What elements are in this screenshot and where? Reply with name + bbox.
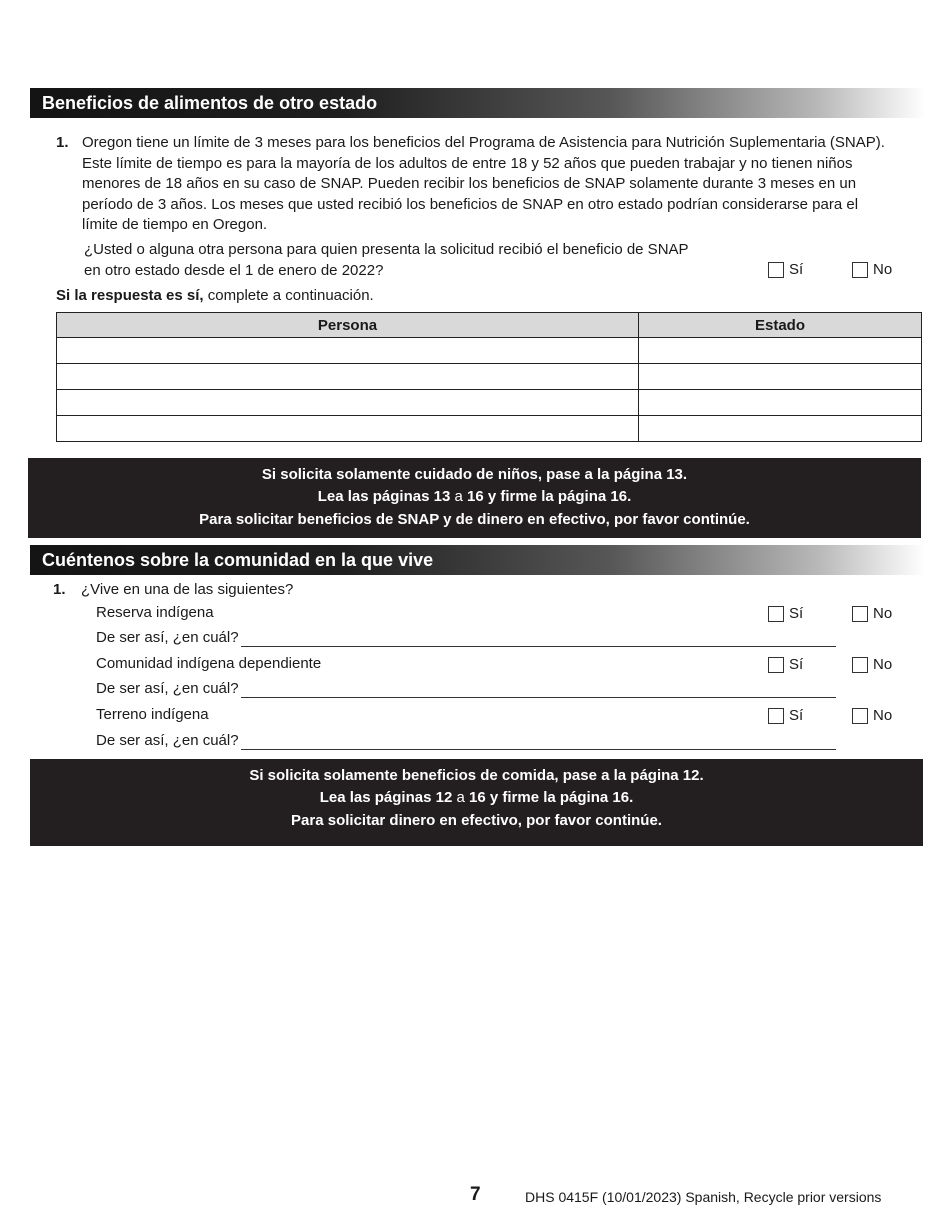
yes-label: Sí: [789, 261, 804, 278]
table-header-row: [57, 313, 922, 338]
if-yes-instruction: [56, 286, 374, 307]
yes-checkbox[interactable]: [768, 708, 784, 724]
yes-checkbox[interactable]: [768, 262, 784, 278]
paragraph-line: Este límite de tiempo es para la mayoría de los adultos de entre 18 y 52 años que pueden trabajar y no tienen niños: [82, 154, 853, 172]
followup-answer-line[interactable]: [241, 697, 836, 698]
snap-other-state-question: [84, 240, 754, 281]
table-row: [57, 338, 922, 364]
persona-cell[interactable]: [57, 364, 639, 390]
estado-cell[interactable]: [639, 390, 922, 416]
paragraph-line: menores de 18 años en su caso de SNAP. Pueden recibir los beneficios de SNAP solamente durante 3 meses en un: [82, 175, 857, 193]
no-label: No: [873, 656, 893, 673]
table-row: [57, 364, 922, 390]
persona-cell[interactable]: [57, 338, 639, 364]
no-option[interactable]: [852, 261, 892, 278]
estado-cell[interactable]: [639, 338, 922, 364]
notice-line: Para solicitar dinero en efectivo, por favor continúe.: [291, 811, 662, 829]
yes-label: Sí: [789, 656, 804, 673]
no-checkbox[interactable]: [852, 262, 868, 278]
followup-label: De ser así, ¿en cuál?: [96, 629, 239, 646]
section-header-other-state-benefits: Beneficios de alimentos de otro estado: [30, 88, 925, 118]
no-option[interactable]: [852, 605, 892, 622]
question-line: ¿Usted o alguna otra persona para quien presenta la solicitud recibió el beneficio de SNAP: [84, 241, 689, 258]
no-checkbox[interactable]: [852, 657, 868, 673]
item-number: 1.: [53, 581, 66, 598]
item-number: 1.: [56, 134, 69, 151]
community-question: ¿Vive en una de las siguientes?: [81, 581, 294, 598]
paragraph-line: período de 3 años. Los meses que usted recibió los beneficios de SNAP en otro estado podrían considerarse para el: [82, 195, 859, 213]
yes-label: Sí: [789, 605, 804, 622]
followup-answer-line[interactable]: [241, 646, 836, 647]
no-label: No: [873, 707, 893, 724]
snap-time-limit-paragraph: [82, 133, 927, 236]
if-yes-bold: Si la respuesta es sí,: [56, 287, 204, 304]
no-checkbox[interactable]: [852, 708, 868, 724]
yes-checkbox[interactable]: [768, 657, 784, 673]
followup-answer-line[interactable]: [241, 749, 836, 750]
option-comunidad-indigena: Comunidad indígena dependiente: [96, 655, 322, 672]
no-checkbox[interactable]: [852, 606, 868, 622]
yes-option[interactable]: [768, 656, 803, 673]
page-number: 7: [470, 1184, 481, 1205]
option-reserva-indigena: Reserva indígena: [96, 604, 214, 621]
yes-checkbox[interactable]: [768, 606, 784, 622]
yes-option[interactable]: [768, 707, 803, 724]
persona-cell[interactable]: [57, 416, 639, 442]
followup-label: De ser así, ¿en cuál?: [96, 732, 239, 749]
table-row: [57, 390, 922, 416]
person-state-table: [56, 312, 922, 442]
estado-cell[interactable]: [639, 364, 922, 390]
food-only-notice-box: [30, 759, 923, 846]
yes-label: Sí: [789, 707, 804, 724]
estado-cell[interactable]: [639, 416, 922, 442]
section-header-community: Cuéntenos sobre la comunidad en la que vive: [30, 545, 925, 575]
question-line: en otro estado desde el 1 de enero de 2022?: [84, 261, 384, 279]
notice-line: Lea las páginas 13 a 16 y firme la página 16.: [317, 488, 632, 506]
persona-cell[interactable]: [57, 390, 639, 416]
form-identifier: DHS 0415F (10/01/2023) Spanish, Recycle prior versions: [525, 1189, 882, 1205]
table-row: [57, 416, 922, 442]
notice-line: Si solicita solamente cuidado de niños, pase a la página 13.: [261, 466, 688, 483]
no-label: No: [873, 261, 893, 278]
option-terreno-indigena: Terreno indígena: [96, 706, 209, 723]
followup-label: De ser así, ¿en cuál?: [96, 680, 239, 697]
notice-line: Si solicita solamente beneficios de comida, pase a la página 12.: [249, 767, 704, 784]
notice-line: Lea las páginas 12 a 16 y firme la página 16.: [319, 789, 634, 807]
column-header-persona: Persona: [57, 313, 639, 338]
no-option[interactable]: [852, 707, 892, 724]
paragraph-line: Oregon tiene un límite de 3 meses para los beneficios del Programa de Asistencia para Nutrición Suplementaria (SNAP).: [82, 134, 885, 151]
yes-option[interactable]: [768, 261, 803, 278]
column-header-estado: Estado: [639, 313, 922, 338]
no-label: No: [873, 605, 893, 622]
yes-option[interactable]: [768, 605, 803, 622]
if-yes-rest: complete a continuación.: [203, 287, 374, 304]
paragraph-line: límite de tiempo en Oregon.: [82, 216, 268, 234]
notice-line: Para solicitar beneficios de SNAP y de dinero en efectivo, por favor continúe.: [199, 510, 750, 528]
no-option[interactable]: [852, 656, 892, 673]
childcare-notice-box: [28, 458, 921, 538]
